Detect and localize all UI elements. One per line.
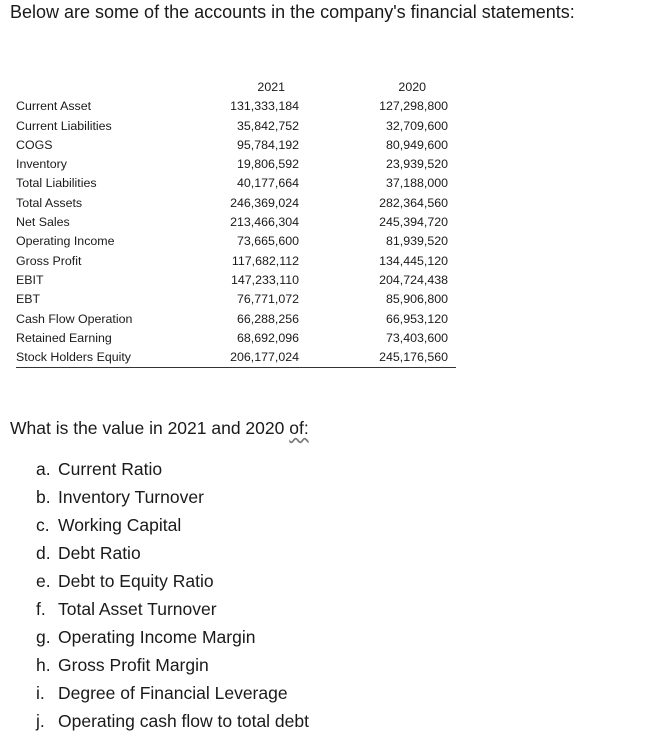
list-item-text: Degree of Financial Leverage — [58, 683, 288, 703]
list-marker: b. — [36, 487, 51, 507]
value-2021: 206,177,024 — [230, 350, 299, 365]
value-2020: 32,709,600 — [385, 118, 448, 133]
list-marker: a. — [36, 459, 51, 479]
list-marker: g. — [36, 627, 51, 647]
account-label: Retained Earning — [16, 330, 112, 345]
table-row — [16, 348, 456, 368]
account-label: Operating Income — [16, 234, 115, 249]
table-row — [16, 252, 456, 271]
table-row — [16, 136, 456, 155]
value-2021: 117,682,112 — [231, 253, 299, 268]
list-item-text: Debt to Equity Ratio — [58, 571, 214, 591]
list-item — [36, 679, 309, 707]
list-item — [36, 539, 309, 567]
account-label: Net Sales — [16, 215, 70, 230]
list-item-text: Inventory Turnover — [58, 487, 204, 507]
value-2020: 37,188,000 — [385, 176, 448, 191]
year-2021-header: 2021 — [257, 80, 285, 94]
list-marker: j. — [36, 711, 45, 731]
account-label: Total Liabilities — [16, 176, 97, 191]
account-label: Stock Holders Equity — [16, 350, 132, 365]
question-list — [36, 455, 309, 735]
account-label: Inventory — [16, 157, 67, 172]
account-label: EBT — [16, 292, 41, 307]
value-2020: 134,445,120 — [379, 253, 448, 268]
account-label: EBIT — [16, 272, 44, 287]
value-2021: 73,665,600 — [236, 234, 299, 249]
table-row — [16, 271, 456, 290]
list-item — [36, 455, 309, 483]
table-row — [16, 232, 456, 251]
value-2021: 76,771,072 — [236, 292, 299, 307]
list-item — [36, 511, 309, 539]
list-item — [36, 651, 309, 679]
table-row — [16, 117, 456, 136]
value-2021: 246,369,024 — [230, 195, 299, 210]
value-2020: 245,176,560 — [379, 350, 448, 365]
list-marker: i. — [36, 683, 45, 703]
list-item — [36, 707, 309, 735]
value-2021: 40,177,664 — [236, 176, 299, 191]
list-item-text: Operating cash flow to total debt — [58, 711, 309, 731]
account-label: COGS — [16, 137, 53, 152]
value-2020: 81,939,520 — [385, 234, 448, 249]
list-item-text: Debt Ratio — [58, 543, 141, 563]
table-row — [16, 290, 456, 309]
table-row — [16, 174, 456, 193]
value-2021: 95,784,192 — [236, 137, 299, 152]
list-item-text: Gross Profit Margin — [58, 655, 209, 675]
list-item-text: Operating Income Margin — [58, 627, 256, 647]
financial-table — [16, 78, 456, 368]
list-item — [36, 483, 309, 511]
intro-text: Below are some of the accounts in the company's financial statements: — [10, 2, 575, 22]
table-row — [16, 97, 456, 116]
value-2020: 204,724,438 — [379, 272, 448, 287]
value-2020: 73,403,600 — [385, 330, 448, 345]
value-2021: 131,333,184 — [230, 99, 299, 114]
value-2021: 68,692,096 — [236, 330, 299, 345]
value-2020: 80,949,600 — [385, 137, 448, 152]
value-2020: 85,906,800 — [385, 292, 448, 307]
value-2021: 147,233,110 — [231, 272, 299, 287]
list-marker: d. — [36, 543, 51, 563]
list-item-text: Working Capital — [58, 515, 182, 535]
value-2021: 19,806,592 — [236, 157, 299, 172]
question-text — [10, 418, 309, 439]
value-2020: 127,298,800 — [379, 99, 448, 114]
list-marker: h. — [36, 655, 51, 675]
account-label: Gross Profit — [16, 253, 82, 268]
value-2020: 23,939,520 — [385, 157, 448, 172]
table-row — [16, 329, 456, 348]
account-label: Current Liabilities — [16, 118, 112, 133]
list-marker: e. — [36, 571, 51, 591]
question-main: What is the value in 2021 and 2020 — [10, 418, 290, 438]
list-item-text: Total Asset Turnover — [58, 599, 217, 619]
list-item — [36, 595, 309, 623]
value-2021: 213,466,304 — [230, 215, 299, 230]
value-2020: 245,394,720 — [379, 215, 448, 230]
table-body — [16, 97, 456, 368]
table-row — [16, 194, 456, 213]
value-2021: 35,842,752 — [236, 118, 299, 133]
list-item — [36, 567, 309, 595]
table-row — [16, 155, 456, 174]
value-2020: 66,953,120 — [385, 311, 448, 326]
year-2020-header: 2020 — [398, 80, 426, 94]
list-item — [36, 623, 309, 651]
value-2020: 282,364,560 — [379, 195, 448, 210]
list-item-text: Current Ratio — [58, 459, 163, 479]
question-tail: of: — [289, 418, 309, 438]
list-marker: c. — [36, 515, 50, 535]
table-header-row — [16, 78, 456, 97]
table-row — [16, 310, 456, 329]
value-2021: 66,288,256 — [236, 311, 299, 326]
account-label: Total Assets — [16, 195, 83, 210]
account-label: Current Asset — [16, 99, 92, 114]
table-row — [16, 213, 456, 232]
list-marker: f. — [36, 599, 46, 619]
account-label: Cash Flow Operation — [16, 311, 133, 326]
